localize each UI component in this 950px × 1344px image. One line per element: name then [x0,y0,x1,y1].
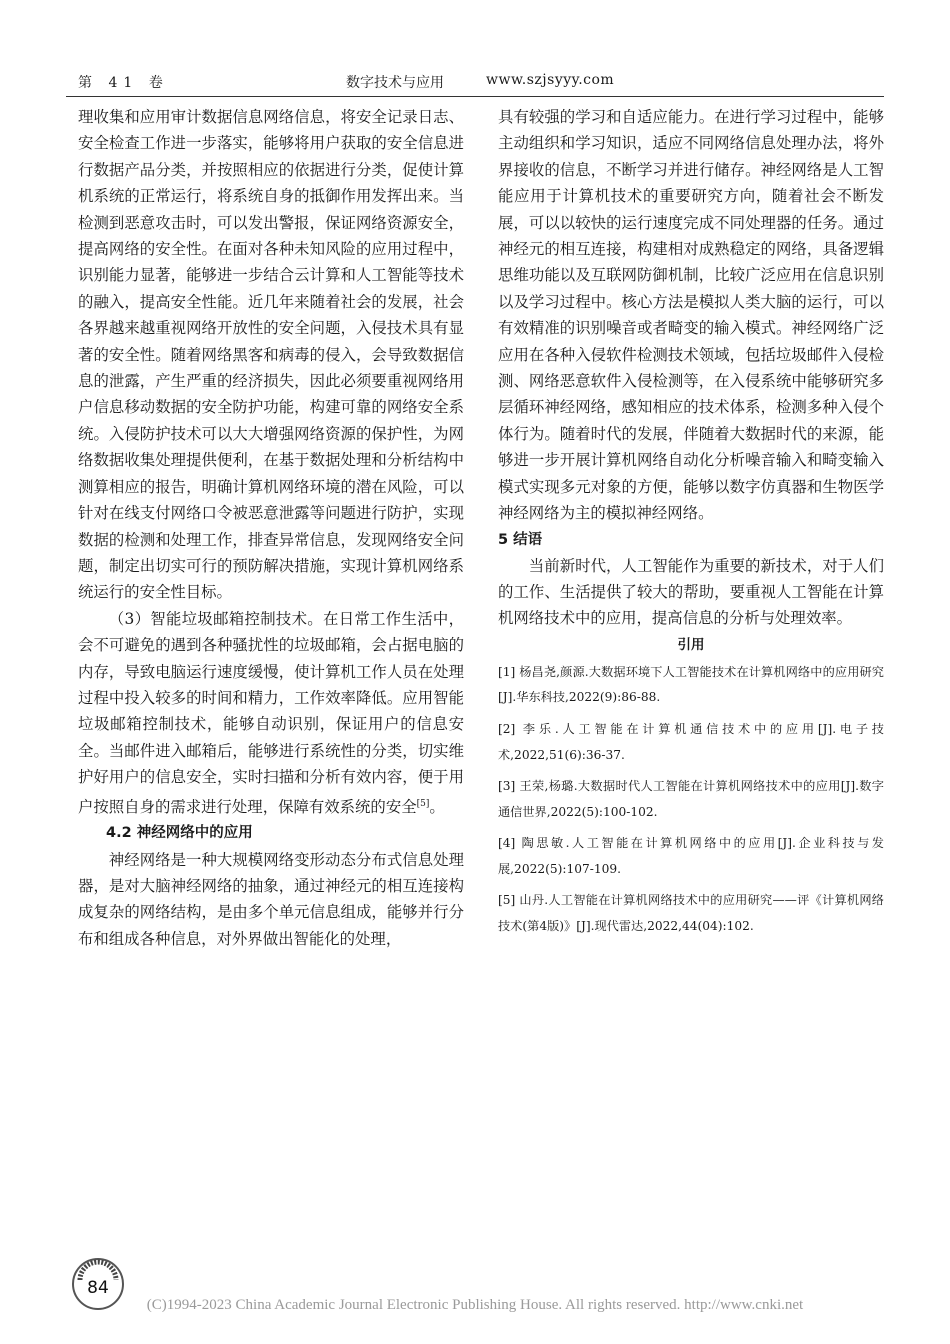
paragraph-neural-network-cont: 具有较强的学习和自适应能力。在进行学习过程中，能够主动组织和学习知识，适应不同网络信息处理办法，将外界接收的信息，不断学习并进行储存。神经网络是人工智能应用于计算机技术的重要研究方向，随着社会不断发展，可以以较快的运行速度完成不同处理器的任务。通过神经元的相互连接，构建相对成熟稳定的网络，具备逻辑思维功能以及互联网防御机制，比较广泛应用在信息识别以及学习过程中。核心方法是模拟人类大脑的运行，可以有效精准的识别噪音或者畸变的输入模式。神经网络广泛应用在各种入侵软件检测技术领域，包括垃圾邮件入侵检测、网络恶意软件入侵检测等，在入侵系统中能够研究多层循环神经网络，感知相应的技术体系，检测多种入侵个体行为。随着时代的发展，伴随着大数据时代的来源，能够进一步开展计算机网络自动化分析噪音输入和畸变输入模式实现多元对象的方便，能够以数字仿真器和生物医学神经网络为主的模拟神经网络。 [498,108,884,523]
paragraph-end-mark: 。 [429,797,445,816]
volume-label: 第 41 卷 [78,75,169,91]
header-divider [66,96,884,97]
journal-name: 数字技术与应用 [346,75,444,91]
reference-item: [2] 李乐.人工智能在计算机通信技术中的应用[J].电子技术,2022,51(6):36-37. [498,721,884,762]
left-column [78,104,464,952]
journal-url[interactable]: www.szjsyyy.com [486,72,615,88]
right-column [498,104,884,946]
copyright-footer: (C)1994-2023 China Academic Journal Electronic Publishing House. All rights reserved. http://www.cnki.net [146,1297,804,1313]
page-number: 84 [87,1278,109,1298]
references-list [498,660,884,940]
reference-item: [5] 山丹.人工智能在计算机网络技术中的应用研究——评《计算机网络技术(第4版)》[J].现代雷达,2022,44(04):102. [498,893,884,934]
reference-item: [3] 王荣,杨璐.大数据时代人工智能在计算机网络技术中的应用[J].数字通信世界,2022(5):100-102. [498,779,884,819]
references-title: 引用 [677,636,705,653]
paragraph-spam-control [78,606,464,820]
paragraph-intrusion-protection: 理收集和应用审计数据信息网络信息，将安全记录日志、安全检查工作进一步落实，能够将用户获取的安全信息进行数据产品分类，并按照相应的依据进行分类，促使计算机系统的正常运行，将系统自身的抵御作用发挥出来。当检测到恶意攻击时，可以发出警报，保证网络资源安全，提高网络的安全性。在面对各种未知风险的应用过程中，识别能力显著，能够进一步结合云计算和人工智能等技术的融入，提高安全性能。近几年来随着社会的发展，社会各界越来越重视网络开放性的安全问题，入侵技术具有显著的安全性。随着网络黑客和病毒的侵入，会导致数据信息的泄露，产生严重的经济损失，因此必须要重视网络用户信息移动数据的安全防护功能，构建可靠的网络安全系统。入侵防护技术可以大大增强网络资源的保护性，为网络数据收集处理提供便利，在基于数据处理和分析结构中测算相应的报告，明确计算机网络环境的潜在风险，可以针对在线支付网络口令被恶意泄露等问题进行防护，实现数据的检测和处理工作，排查异常信息，发现网络安全问题，制定出切实可行的预防解决措施，实现计算机网络系统运行的安全性目标。 [78,108,464,602]
section-4-2-heading: 4.2 神经网络中的应用 [106,825,253,842]
running-header [78,72,884,94]
citation-5[interactable]: [5] [416,798,430,809]
reference-item: [4] 陶思敏.人工智能在计算机网络中的应用[J].企业科技与发展,2022(5):107-109. [498,836,884,876]
reference-item: [1] 杨昌尧,颜源.大数据环境下人工智能技术在计算机网络中的应用研究[J].华东科技,2022(9):86-88. [498,664,884,705]
paragraph-conclusion: 当前新时代，人工智能作为重要的新技术，对于人们的工作、生活提供了较大的帮助，要重视人工智能在计算机网络技术中的应用，提高信息的分析与处理效率。 [498,556,884,628]
paragraph-neural-network-intro: 神经网络是一种大规模网络变形动态分布式信息处理器，是对大脑神经网络的抽象，通过神经元的相互连接构成复杂的网络结构，是由多个单元信息组成，能够并行分布和组成各种信息，对外界做出智能化的处理， [78,850,464,948]
paragraph-spam-control-text: （3）智能垃圾邮箱控制技术。在日常工作生活中，会不可避免的遇到各种骚扰性的垃圾邮箱，会占据电脑的内存，导致电脑运行速度缓慢，使计算机工作人员在处理过程中投入较多的时间和精力，工作效率降低。应用智能垃圾邮箱控制技术，能够自动识别，保证用户的信息安全。当邮件进入邮箱后，能够进行系统性的分类，切实维护好用户的信息安全，实时扫描和分析有效内容，便于用户按照自身的需求进行处理，保障有效系统的安全 [78,609,464,816]
section-5-heading: 5 结语 [498,531,543,548]
